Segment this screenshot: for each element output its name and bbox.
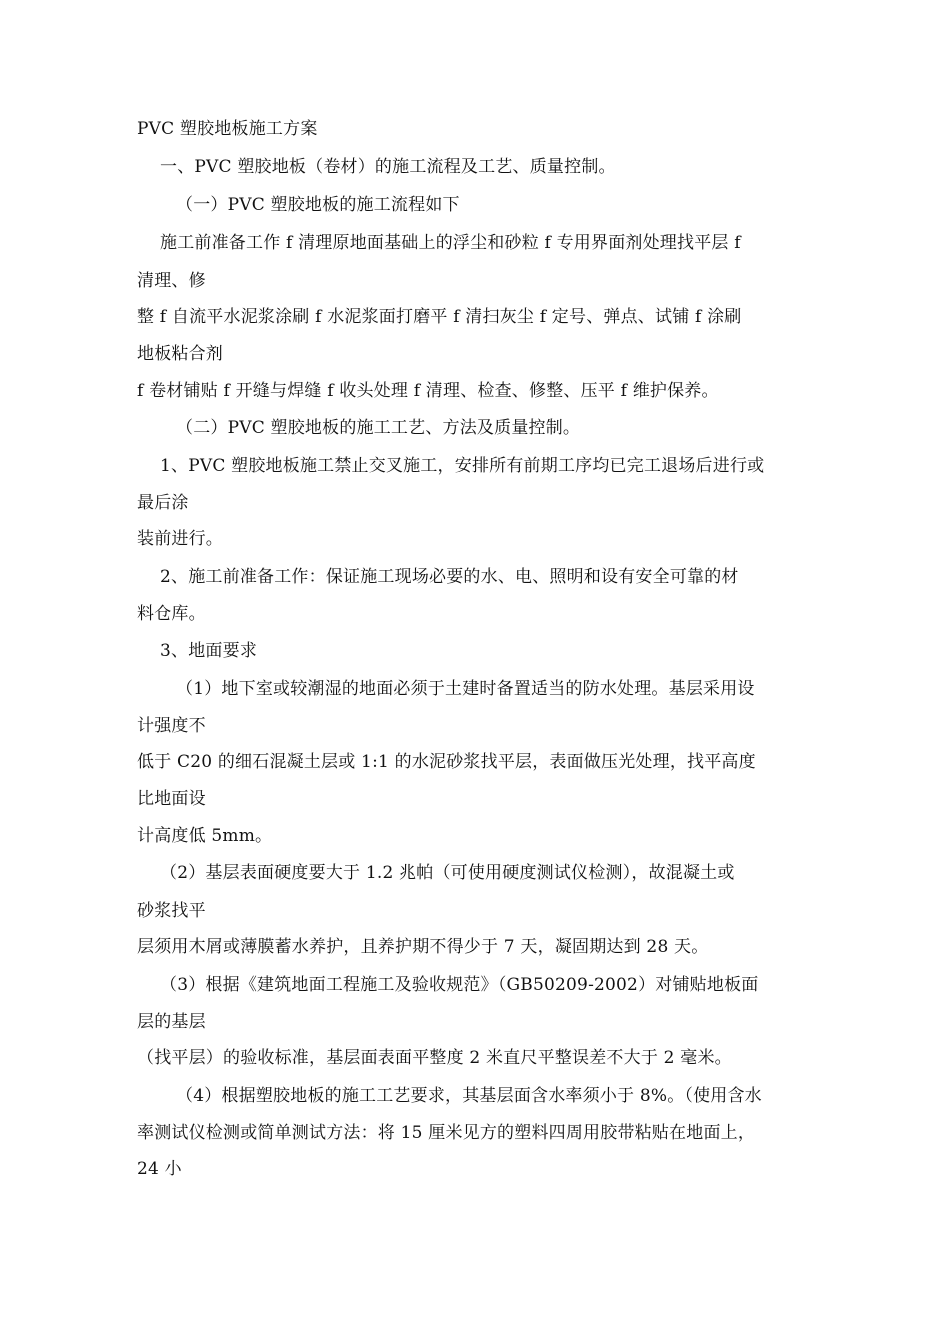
paragraph-line: 计高度低 5mm。 xyxy=(137,826,273,846)
paragraph-line: 低于 C20 的细石混凝土层或 1:1 的水泥砂浆找平层，表面做压光处理，找平高度 xyxy=(137,752,756,772)
paragraph-line: 最后涂 xyxy=(137,493,189,513)
paragraph-line: 施工前准备工作 f 清理原地面基础上的浮尘和砂粒 f 专用界面剂处理找平层 f xyxy=(160,233,741,253)
paragraph-line: （3）根据《建筑地面工程施工及验收规范》（GB50209-2002）对铺贴地板面 xyxy=(160,975,759,995)
paragraph-line: （1）地下室或较潮湿的地面必须于土建时备置适当的防水处理。基层采用设 xyxy=(176,679,755,699)
paragraph-line: f 卷材铺贴 f 开缝与焊缝 f 收头处理 f 清理、检查、修整、压平 f 维护保养。 xyxy=(137,381,719,401)
paragraph-line: 清理、修 xyxy=(137,271,206,291)
section-heading-1: 一、PVC 塑胶地板（卷材）的施工流程及工艺、质量控制。 xyxy=(160,157,616,177)
subsection-heading-2: （二）PVC 塑胶地板的施工工艺、方法及质量控制。 xyxy=(176,418,581,438)
paragraph-line: 地板粘合剂 xyxy=(137,344,223,364)
paragraph-line: 装前进行。 xyxy=(137,529,223,549)
paragraph-line: （4）根据塑胶地板的施工工艺要求，其基层面含水率须小于 8%。（使用含水 xyxy=(176,1086,762,1106)
paragraph-line: 1、PVC 塑胶地板施工禁止交叉施工，安排所有前期工序均已完工退场后进行或 xyxy=(160,456,765,476)
paragraph-line: 率测试仪检测或简单测试方法：将 15 厘米见方的塑料四周用胶带粘贴在地面上， xyxy=(137,1123,756,1143)
paragraph-line: 整 f 自流平水泥浆涂刷 f 水泥浆面打磨平 f 清扫灰尘 f 定号、弹点、试铺 f 涂刷 xyxy=(137,307,742,327)
document-title: PVC 塑胶地板施工方案 xyxy=(137,119,318,139)
paragraph-line: 24 小 xyxy=(137,1159,182,1179)
paragraph-line: 层须用木屑或薄膜蓄水养护，且养护期不得少于 7 天，凝固期达到 28 天。 xyxy=(137,937,709,957)
paragraph-line: 2、施工前准备工作：保证施工现场必要的水、电、照明和设有安全可靠的材 xyxy=(160,567,739,587)
paragraph-line: 层的基层 xyxy=(137,1012,206,1032)
subsection-heading-1: （一）PVC 塑胶地板的施工流程如下 xyxy=(176,195,460,215)
paragraph-line: 计强度不 xyxy=(137,716,206,736)
paragraph-line: 料仓库。 xyxy=(137,604,206,624)
paragraph-line: 比地面设 xyxy=(137,789,206,809)
paragraph-line: 3、地面要求 xyxy=(160,641,258,661)
paragraph-line: 砂浆找平 xyxy=(137,901,206,921)
paragraph-line: （找平层）的验收标准，基层面表面平整度 2 米直尺平整误差不大于 2 毫米。 xyxy=(137,1048,732,1068)
paragraph-line: （2）基层表面硬度要大于 1.2 兆帕（可使用硬度测试仪检测），故混凝土或 xyxy=(160,863,735,883)
